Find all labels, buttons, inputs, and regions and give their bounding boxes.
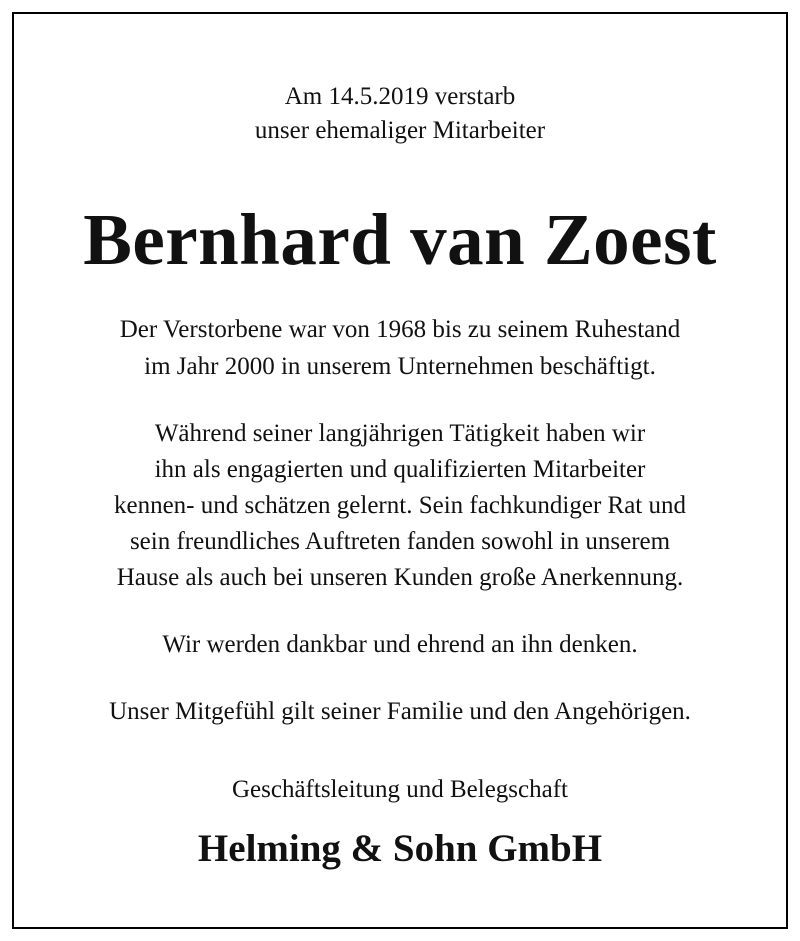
paragraph-2-line-3: kennen- und schätzen gelernt. Sein fachkundiger Rat und — [113, 492, 687, 519]
paragraph-2-line-1: Während seiner langjährigen Tätigkeit haben wir — [154, 420, 646, 447]
paragraph-2-line-5: Hause als auch bei unseren Kunden große Anerkennung. — [116, 564, 684, 591]
paragraph-2-line-4: sein freundliches Auftreten fanden sowohl in unserem — [129, 528, 671, 555]
paragraph-1-line-2: im Jahr 2000 in unserem Unternehmen beschäftigt. — [144, 353, 656, 380]
paragraph-1-line-1: Der Verstorbene war von 1968 bis zu seinem Ruhestand — [119, 316, 681, 343]
paragraph-3: Wir werden dankbar und ehrend an ihn denken. — [162, 631, 638, 658]
paragraph-4: Unser Mitgefühl gilt seiner Familie und den Angehörigen. — [109, 698, 691, 725]
intro-line-1: Am 14.5.2019 verstarb — [284, 83, 516, 110]
deceased-name: Bernhard van Zoest — [83, 199, 717, 280]
obituary-notice — [12, 12, 788, 929]
paragraph-2-line-2: ihn als engagierten und qualifizierten Mitarbeiter — [154, 456, 646, 483]
intro-line-2: unser ehemaliger Mitarbeiter — [254, 117, 546, 144]
company-name: Helming & Sohn GmbH — [197, 827, 603, 870]
signature-line: Geschäftsleitung und Belegschaft — [231, 776, 568, 803]
